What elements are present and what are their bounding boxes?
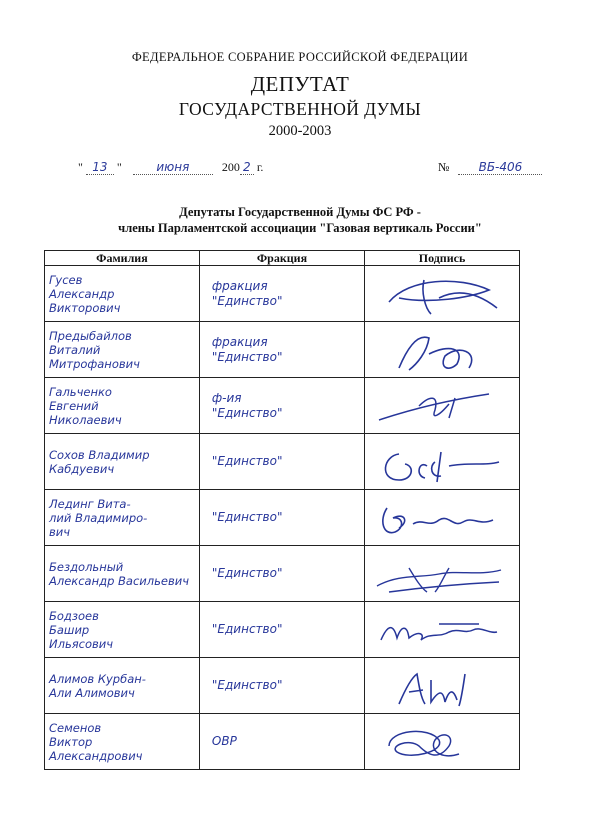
deputy-name: Бодзоев Башир Ильясович <box>49 608 114 651</box>
name-cell <box>45 378 200 434</box>
table-row <box>45 434 520 490</box>
signature-cell <box>365 378 520 434</box>
faction-cell <box>199 266 364 322</box>
term-years: 2000-2003 <box>268 123 332 139</box>
name-cell <box>45 714 200 770</box>
handwritten-signature <box>369 268 509 320</box>
handwritten-signature <box>369 492 509 544</box>
table-row <box>45 378 520 434</box>
signature-cell <box>365 434 520 490</box>
signature-cell <box>365 714 520 770</box>
faction-cell <box>199 378 364 434</box>
name-cell <box>45 434 200 490</box>
table-row <box>45 658 520 714</box>
faction-cell <box>199 658 364 714</box>
signature-cell <box>365 322 520 378</box>
name-cell <box>45 546 200 602</box>
header-faction: Фракция <box>199 251 364 266</box>
deputy-name: Гусев Александр Викторович <box>49 272 121 315</box>
date-year-suffix: г. <box>256 160 264 174</box>
signature-table <box>44 250 520 770</box>
handwritten-signature <box>369 380 509 432</box>
deputy-faction: "Единство" <box>211 622 283 636</box>
table-row <box>45 490 520 546</box>
signature-cell <box>365 490 520 546</box>
handwritten-signature <box>369 324 509 376</box>
name-cell <box>45 602 200 658</box>
deputy-name: Предыбайлов Виталий Митрофанович <box>49 328 140 371</box>
heading-line-2: члены Парламентской ассоциации "Газовая вертикаль России" <box>118 221 482 235</box>
deputy-name: Гальченко Евгений Николаевич <box>49 384 122 427</box>
handwritten-signature <box>369 604 509 656</box>
table-row <box>45 602 520 658</box>
number-label: № <box>438 160 450 174</box>
date-day: 13 <box>86 160 114 175</box>
deputy-faction: фракция "Единство" <box>211 278 283 308</box>
deputy-faction: "Единство" <box>211 678 283 692</box>
date-open-quote: " <box>78 160 83 174</box>
faction-cell <box>199 322 364 378</box>
table-row <box>45 714 520 770</box>
handwritten-signature <box>369 548 509 600</box>
heading-line-1: Депутаты Государственной Думы ФС РФ - <box>179 205 421 219</box>
faction-cell <box>199 602 364 658</box>
table-row <box>45 546 520 602</box>
name-cell <box>45 490 200 546</box>
table-row <box>45 266 520 322</box>
handwritten-signature <box>369 436 509 488</box>
table-header-row <box>45 251 520 266</box>
organization-header: ФЕДЕРАЛЬНОЕ СОБРАНИЕ РОССИЙСКОЙ ФЕДЕРАЦИИ <box>131 50 469 64</box>
header-signature: Подпись <box>365 251 520 266</box>
signature-cell <box>365 602 520 658</box>
deputy-name: Сохов Владимир Кабдуевич <box>49 447 150 476</box>
signature-cell <box>365 266 520 322</box>
deputy-name: Бездольный Александр Васильевич <box>49 559 190 588</box>
name-cell <box>45 266 200 322</box>
deputy-faction: фракция "Единство" <box>211 334 283 364</box>
deputy-name: Лединг Вита- лий Владимиро- вич <box>49 496 148 539</box>
name-cell <box>45 658 200 714</box>
title-state-duma: ГОСУДАРСТВЕННОЙ ДУМЫ <box>178 99 422 119</box>
handwritten-signature <box>369 716 509 768</box>
table-row <box>45 322 520 378</box>
faction-cell <box>199 490 364 546</box>
name-cell <box>45 322 200 378</box>
faction-cell <box>199 546 364 602</box>
date-year-prefix: 200 <box>221 160 240 174</box>
date-month: июня <box>133 160 213 175</box>
deputy-faction: ОВР <box>211 734 237 748</box>
title-deputy: ДЕПУТАТ <box>250 72 350 96</box>
deputy-name: Алимов Курбан- Али Алимович <box>49 671 146 700</box>
date-line <box>78 160 263 175</box>
header-surname: Фамилия <box>45 251 200 266</box>
deputy-faction: "Единство" <box>211 510 283 524</box>
deputy-faction: "Единство" <box>211 566 283 580</box>
signature-cell <box>365 658 520 714</box>
faction-cell <box>199 714 364 770</box>
number-value: ВБ-406 <box>458 160 542 175</box>
faction-cell <box>199 434 364 490</box>
deputy-faction: ф-ия "Единство" <box>211 390 283 420</box>
date-year-digit: 2 <box>240 160 254 175</box>
signature-cell <box>365 546 520 602</box>
deputy-faction: "Единство" <box>211 454 283 468</box>
date-close-quote: " <box>116 160 122 174</box>
deputy-name: Семенов Виктор Александрович <box>49 720 143 763</box>
document-number <box>438 160 542 175</box>
handwritten-signature <box>369 660 509 712</box>
